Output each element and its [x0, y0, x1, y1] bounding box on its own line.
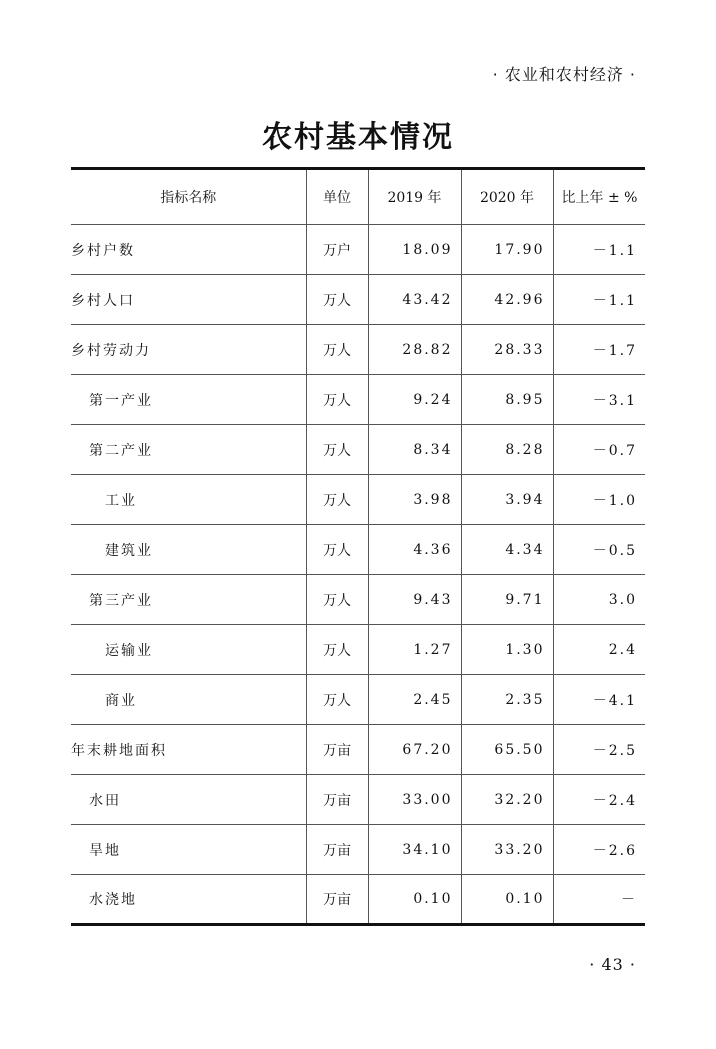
row-unit: 万人	[306, 425, 368, 475]
table-header-row	[71, 169, 645, 225]
header-change: 比上年 ± %	[553, 169, 645, 225]
row-change: －1.7	[553, 325, 645, 375]
row-change: －2.6	[553, 825, 645, 875]
row-name: 运输业	[71, 625, 306, 675]
row-change: －2.5	[553, 725, 645, 775]
row-name: 年末耕地面积	[71, 725, 306, 775]
row-value-2020: 8.28	[461, 425, 553, 475]
row-value-2019: 2.45	[368, 675, 461, 725]
table-row	[71, 275, 645, 325]
row-change: －4.1	[553, 675, 645, 725]
row-change: 3.0	[553, 575, 645, 625]
row-value-2019: 0.10	[368, 875, 461, 925]
row-unit: 万亩	[306, 825, 368, 875]
row-change: －2.4	[553, 775, 645, 825]
row-value-2019: 4.36	[368, 525, 461, 575]
row-name: 水田	[71, 775, 306, 825]
row-name: 建筑业	[71, 525, 306, 575]
row-name: 乡村劳动力	[71, 325, 306, 375]
row-value-2020: 28.33	[461, 325, 553, 375]
row-value-2020: 1.30	[461, 625, 553, 675]
row-value-2019: 43.42	[368, 275, 461, 325]
row-unit: 万人	[306, 675, 368, 725]
header-indicator-name: 指标名称	[71, 169, 306, 225]
table-row	[71, 725, 645, 775]
table-row	[71, 425, 645, 475]
row-change: －3.1	[553, 375, 645, 425]
row-unit: 万亩	[306, 725, 368, 775]
table-row	[71, 525, 645, 575]
row-value-2020: 0.10	[461, 875, 553, 925]
row-name: 第一产业	[71, 375, 306, 425]
statistics-table	[71, 167, 645, 926]
row-change: －0.7	[553, 425, 645, 475]
row-value-2020: 33.20	[461, 825, 553, 875]
header-unit: 单位	[306, 169, 368, 225]
row-unit: 万亩	[306, 875, 368, 925]
row-unit: 万人	[306, 325, 368, 375]
row-name: 商业	[71, 675, 306, 725]
row-value-2020: 3.94	[461, 475, 553, 525]
page-title: 农村基本情况	[262, 120, 454, 155]
row-unit: 万人	[306, 375, 368, 425]
row-name: 水浇地	[71, 875, 306, 925]
row-value-2020: 17.90	[461, 225, 553, 275]
table-row	[71, 775, 645, 825]
row-change: －0.5	[553, 525, 645, 575]
header-2019: 2019 年	[368, 169, 461, 225]
row-name: 乡村人口	[71, 275, 306, 325]
row-value-2020: 32.20	[461, 775, 553, 825]
row-value-2019: 67.20	[368, 725, 461, 775]
row-change: －1.0	[553, 475, 645, 525]
section-header: · 农业和农村经济 ·	[492, 65, 636, 84]
row-value-2019: 9.43	[368, 575, 461, 625]
row-value-2020: 65.50	[461, 725, 553, 775]
row-value-2020: 42.96	[461, 275, 553, 325]
row-value-2019: 18.09	[368, 225, 461, 275]
row-unit: 万人	[306, 275, 368, 325]
row-unit: 万亩	[306, 775, 368, 825]
row-value-2020: 8.95	[461, 375, 553, 425]
header-2020: 2020 年	[461, 169, 553, 225]
row-name: 旱地	[71, 825, 306, 875]
row-value-2019: 8.34	[368, 425, 461, 475]
table-row	[71, 625, 645, 675]
table-row	[71, 225, 645, 275]
row-value-2019: 3.98	[368, 475, 461, 525]
table-row	[71, 325, 645, 375]
row-value-2020: 9.71	[461, 575, 553, 625]
row-value-2019: 1.27	[368, 625, 461, 675]
table-row	[71, 675, 645, 725]
row-name: 第三产业	[71, 575, 306, 625]
table-row	[71, 875, 645, 925]
row-change: －1.1	[553, 275, 645, 325]
row-value-2020: 4.34	[461, 525, 553, 575]
row-value-2019: 9.24	[368, 375, 461, 425]
row-name: 第二产业	[71, 425, 306, 475]
row-value-2019: 28.82	[368, 325, 461, 375]
row-value-2019: 34.10	[368, 825, 461, 875]
row-name: 乡村户数	[71, 225, 306, 275]
row-unit: 万人	[306, 525, 368, 575]
table-row	[71, 475, 645, 525]
row-change: 2.4	[553, 625, 645, 675]
row-value-2019: 33.00	[368, 775, 461, 825]
row-change: －1.1	[553, 225, 645, 275]
table-row	[71, 375, 645, 425]
row-unit: 万人	[306, 575, 368, 625]
row-change: －	[553, 875, 645, 925]
page-number: · 43 ·	[589, 955, 636, 974]
row-name: 工业	[71, 475, 306, 525]
table-row	[71, 825, 645, 875]
table-row	[71, 575, 645, 625]
row-value-2020: 2.35	[461, 675, 553, 725]
row-unit: 万人	[306, 475, 368, 525]
row-unit: 万人	[306, 625, 368, 675]
row-unit: 万户	[306, 225, 368, 275]
